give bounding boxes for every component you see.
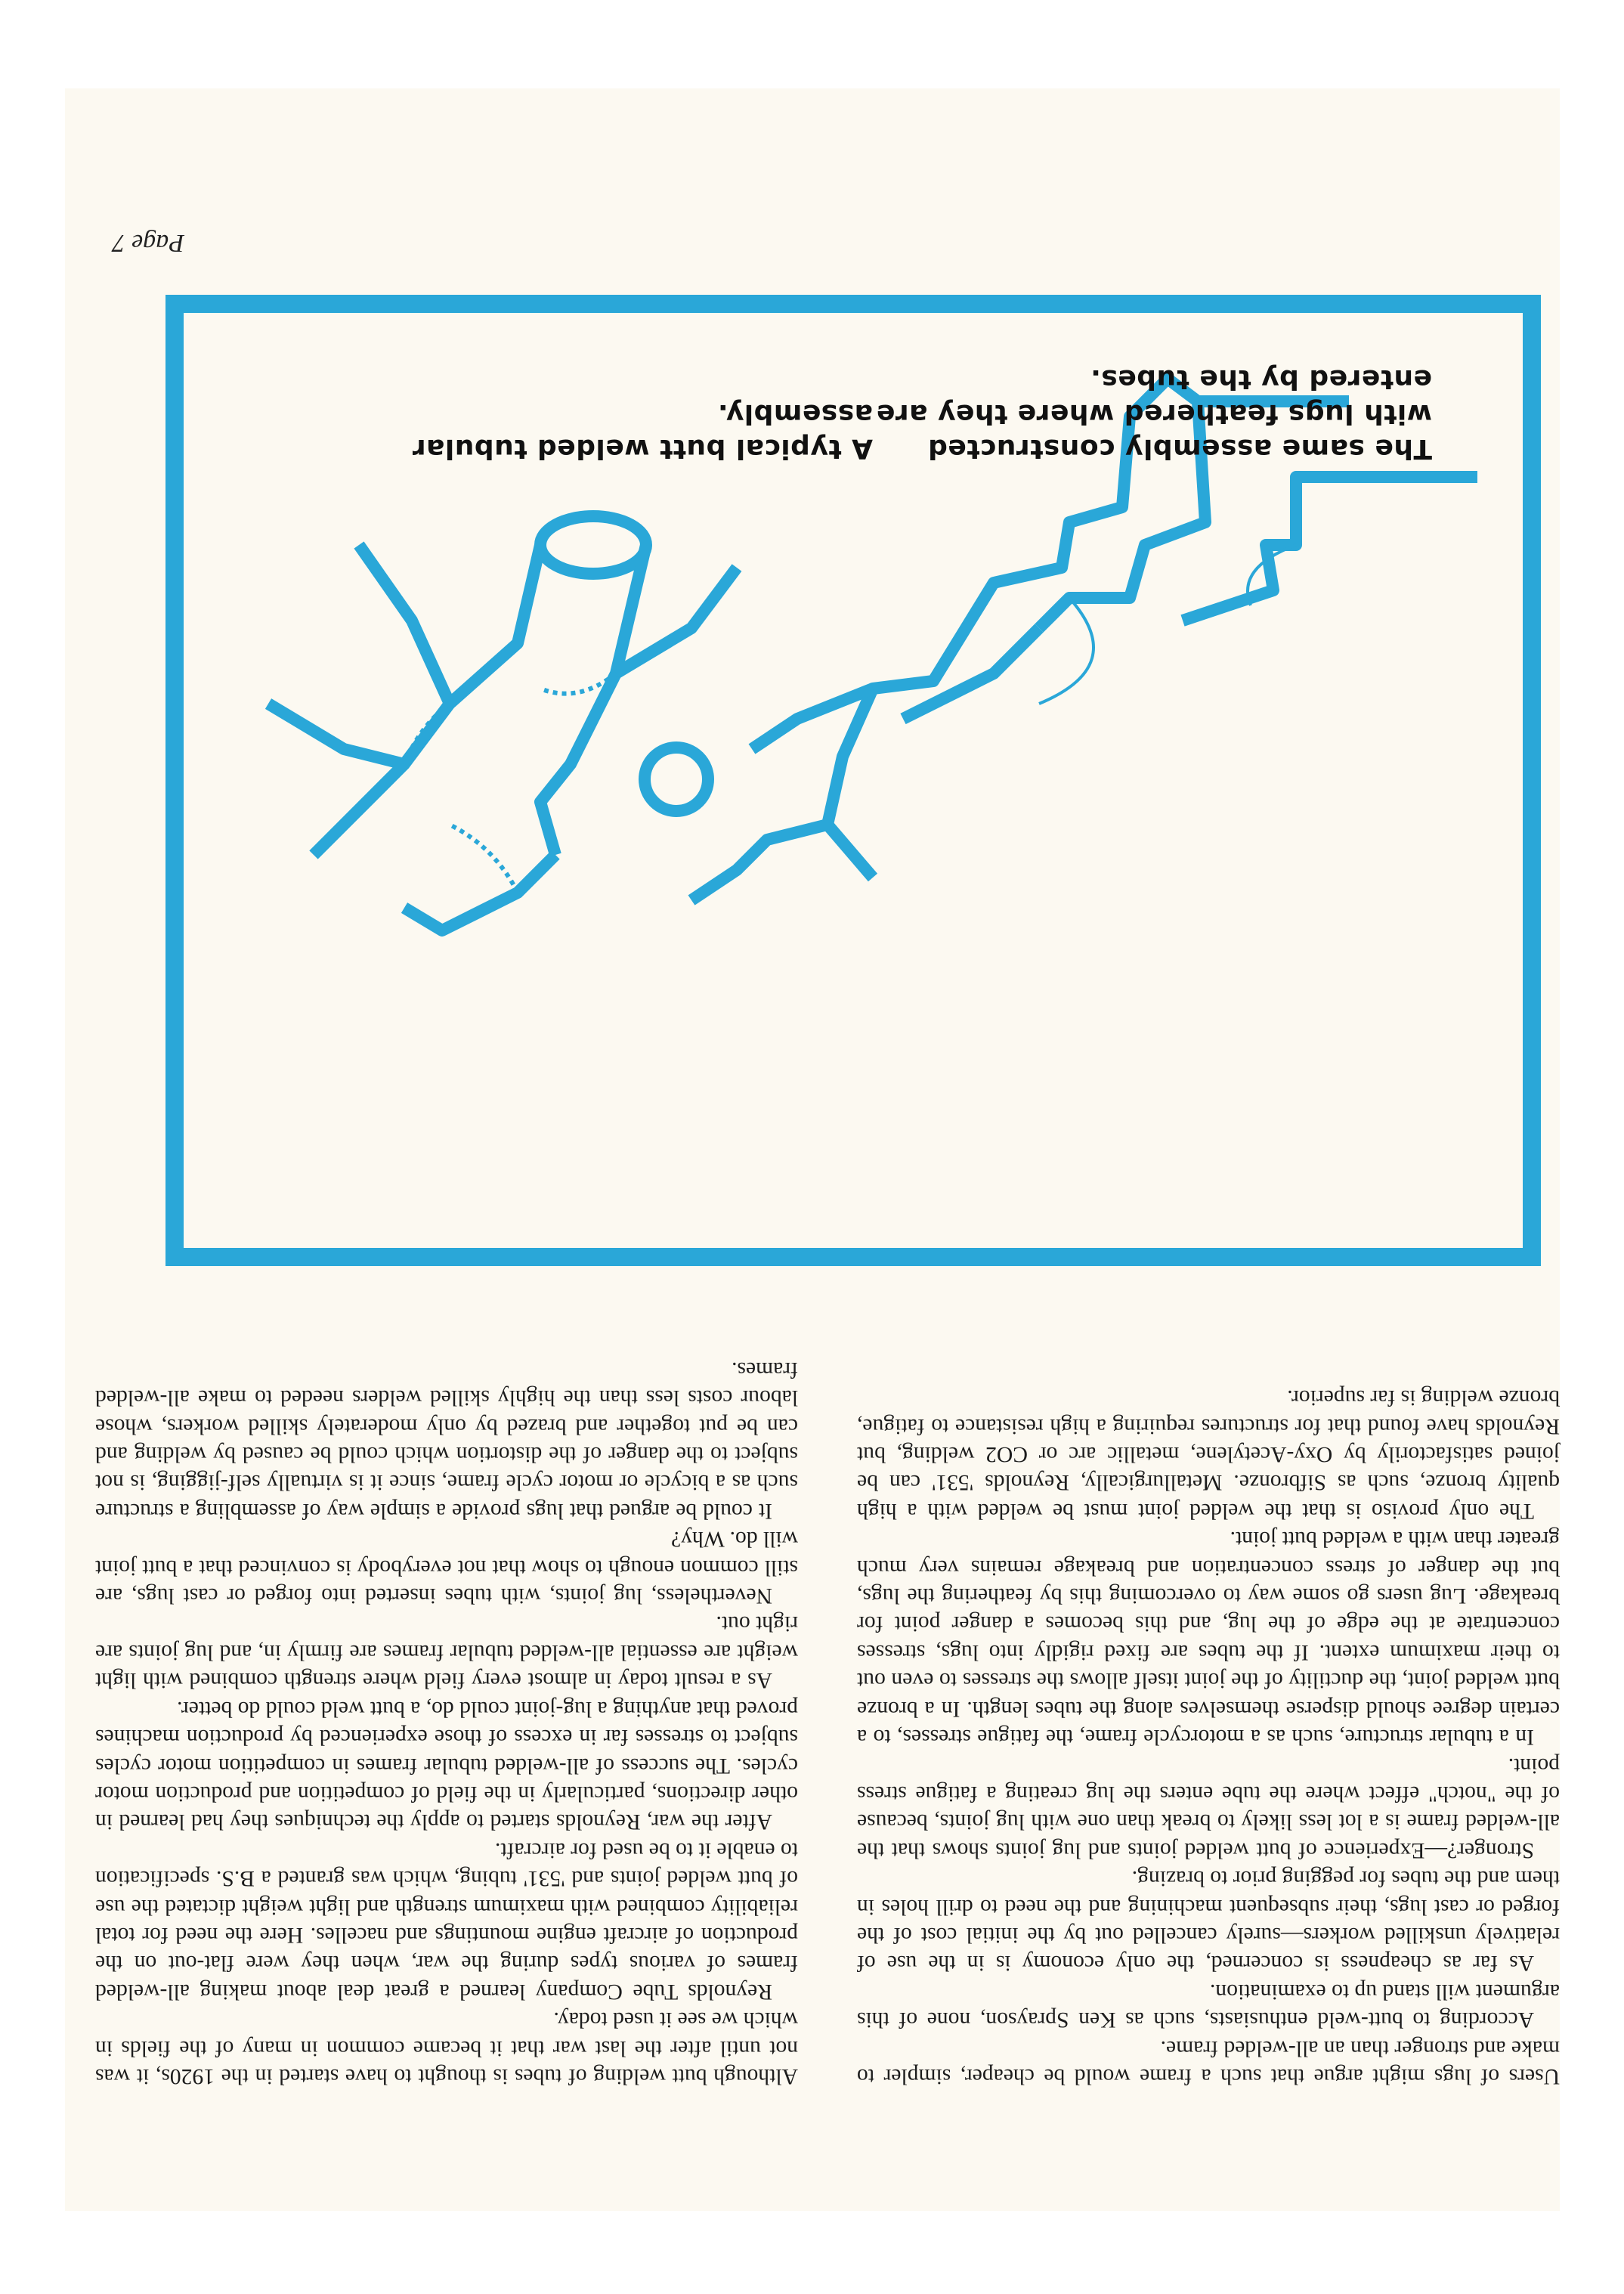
tube-outline xyxy=(404,855,555,930)
paragraph: As far as cheapness is concerned, the only economy is in the use of relatively unskilled workers—surely cancelled out by the initial cost of the forged or cast lugs, their subsequent machining and the need to drill holes in them and the tubes for pegging prior to brazing. xyxy=(857,1866,1560,1976)
paragraph: Users of lugs might argue that such a frame would be cheaper, simpler to make and stronger than an all-welded frame. xyxy=(857,2035,1560,2088)
paragraph: In a tubular structure, such as a motorcycle frame, the fatigue stresses, to a certain degree should disperse themselves along the tubes length. In a bronze butt welded joint, the ductility of the joint itself allows the stresses to even out to their maximum extent. If the tubes are fixed rigidly into lugs, stresses concentrate at the edge of the lug, and this becomes a danger point for breakage. Lug users go some way to overcoming this by feathering the lugs, but the danger of stress concentration and breakage remains very much greater than with a welded butt joint. xyxy=(857,1527,1560,1750)
figure-caption-welded: A typical butt welded tubular assembly. xyxy=(412,398,873,464)
lug-boss xyxy=(645,748,708,811)
paragraph: Although butt welding of tubes is thought to have started in the 1920s, it was not until after the last war that it became common in many of the fields in which we see it used today. xyxy=(95,2008,798,2088)
paragraph: The only proviso is that the welded joint must be welded with a high quality bronze, such as Sifbronze. Metallurgically, Reynolds '531' can be joined satisfactorily by Oxy-Acetylene, metallic arc or CO2 welding, but Reynolds have found that for structures requiring a high resistance to fatigue, bronze welding is far superior. xyxy=(857,1385,1560,1523)
paragraph: It could be argued that lugs provide a simple way of assembling a structure such as a bicycle or motor cycle frame, since it is virtually self-jigging, is not subject to the danger of the distortion which could be caused by welding and can be put together and brazed by only moderately skilled workers, whose labour costs less than the highly skilled welders needed to make all-welded frames. xyxy=(95,1357,798,1523)
lug-outline xyxy=(691,825,827,900)
article-column-right xyxy=(95,1354,798,2090)
paragraph: Stronger?—Experience of butt welded joints and lug joints shows that the all-welded frame is a lot less likely to break than one with lug joints, because of the "notch" effect where the tube enters the lug creating a fatigue stress point. xyxy=(857,1753,1560,1862)
tube-outline xyxy=(268,704,404,764)
paragraph: Reynolds Tube Company learned a great deal about making all-welded frames of various types during the war, when they were flat-out on the production of aircraft engine mountings and nacelles. Here the need for total reliability combined with maximum strength and light weight dictated the use of butt welded joints and '531' tubing, which was granted a B.S. specification to enable it to be used for aircraft. xyxy=(95,1837,798,2004)
weld-bead xyxy=(450,825,518,893)
paragraph: As a result today in almost every field where strength combined with light weight are essential all-welded tubular frames are firmly in, and lug joints are right out. xyxy=(95,1611,798,1693)
tube-end xyxy=(540,516,646,574)
paragraph: After the war, Reynolds started to apply the techniques they had learned in other directions, particularly in the field of competition and production motor cycles. The success of all-welded tubular frames in competition motor cycles subject to stresses far in excess of those experienced by production machines proved that anything a lug-joint could do, a butt weld could do better. xyxy=(95,1696,798,1834)
magazine-page xyxy=(65,88,1560,2211)
lug-outline xyxy=(903,628,1039,719)
paragraph: According to butt-weld enthusiasts, such as Ken Sprayson, none of this argument will stand up to examination. xyxy=(857,1979,1560,2032)
tube-outline xyxy=(314,545,540,855)
page-number: Page 7 xyxy=(112,229,184,257)
paragraph: Nevertheless, lug joints, with tubes inserted into forged or cast lugs, are still common enough to show that not everybody is convinced that a butt joint will do. Why? xyxy=(95,1527,798,1608)
figure-caption-lugged: The same assembly constructed with lugs feathered where they are entered by the tubes. xyxy=(876,364,1432,464)
welded-assembly-drawing xyxy=(268,516,737,930)
article-column-left xyxy=(857,1383,1560,2090)
tube-outline xyxy=(359,545,450,704)
figure-frame xyxy=(165,295,1541,1266)
tube-outline xyxy=(540,545,646,855)
lug-outline xyxy=(1183,477,1477,621)
